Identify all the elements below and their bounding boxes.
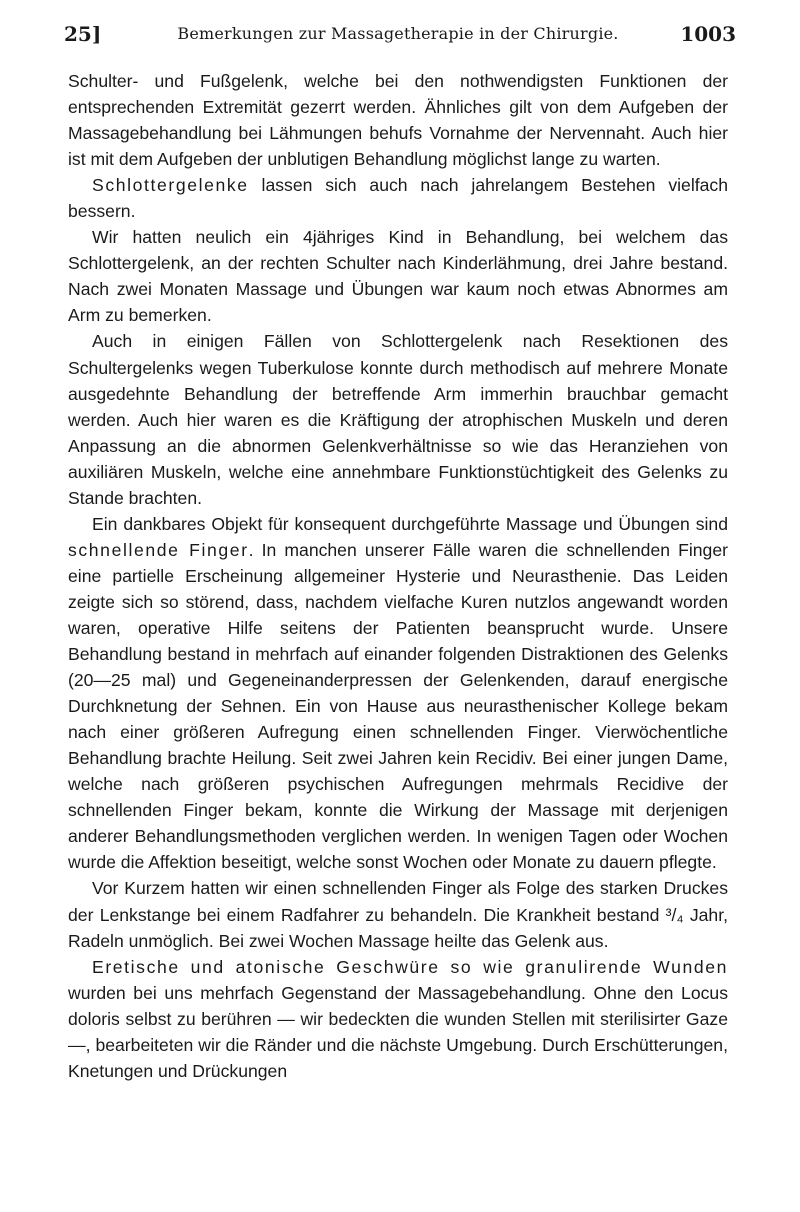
paragraph-text: Vor Kurzem hatten wir einen schnellenden Finger als Folge des starken Druckes der Lenkstange bei einem Radfahrer zu behandeln. Die Krankheit bestand ³/₄ Jahr, Radeln unmöglich. Bei zwei Wochen Massage heilte das Gelenk aus. <box>68 878 728 951</box>
paragraph-schlottergelenke <box>68 172 728 224</box>
chapter-number: 25] <box>64 22 102 46</box>
paragraph-text: Wir hatten neulich ein 4jähriges Kind in Behandlung, bei welchem das Schlottergelenk, an der rechten Schulter nach Kinderlähmung, drei Jahre bestand. Nach zwei Monaten Massage und Übungen war kaum noch etwas Abnormes am Arm zu bemerken. <box>68 227 728 326</box>
body-text <box>68 68 728 1084</box>
paragraph-text: Ein dankbares Objekt für konsequent durchgeführte Massage und Übungen sind <box>92 513 728 534</box>
emphasized-term: schnellende Finger <box>68 539 249 560</box>
paragraph-case-child <box>68 224 728 328</box>
paragraph-resection <box>68 328 728 510</box>
paragraph-geschwuere <box>68 954 728 1084</box>
paragraph-text: Schulter- und Fußgelenk, welche bei den nothwendigsten Funktionen der entsprechenden Extremität gezerrt werden. Ähnliches gilt von dem Aufgeben der Massagebehandlung bei Lähmungen behufs Vornahme der Nervennaht. Auch hier ist mit dem Aufgeben der unblutigen Behandlung möglichst lange zu warten. <box>68 71 728 170</box>
paragraph-text: Auch in einigen Fällen von Schlottergelenk nach Resektionen des Schultergelenks wegen Tuberkulose konnte durch methodisch auf mehrere Monate ausgedehnte Behandlung der betreffende Arm immerhin brauchbar gemacht werden. Auch hier waren es die Kräftigung der atrophischen Muskeln und deren Anpassung an die abnormen Gelenkverhältnisse so wie das Heranziehen von auxiliären Muskeln, welche eine annehmbare Funktionstüchtigkeit des Gelenks zu Stande brachten. <box>68 331 728 508</box>
paragraph-radfahrer <box>68 875 728 953</box>
paragraph-text: . In manchen unserer Fälle waren die schnellenden Finger eine partielle Erscheinung allgemeiner Hysterie und Neurasthenie. Das Leiden zeigte sich so störend, dass, nachdem vielfache Kuren nutzlos angewandt worden waren, operative Hilfe seitens der Patienten beansprucht wurde. Unsere Behandlung bestand in mehrfach auf einander folgenden Distraktionen des Gelenks (20—25 mal) und Gegeneinanderpressen der Gelenkenden, darauf energische Durchknetung der Sehnen. Ein von Hause aus neurasthenischer Kollege bekam nach einer größeren Aufregung einen schnellenden Finger. Vierwöchentliche Behandlung brachte Heilung. Seit zwei Jahren kein Recidiv. Bei einer jungen Dame, welche nach größeren psychischen Aufregungen mehrmals Recidive der schnellenden Finger bekam, konnte die Wirkung der Massage mit derjenigen anderer Behandlungsmethoden verglichen werden. In wenigen Tagen oder Wochen wurde die Affektion beseitigt, welche sonst Wochen oder Monate zu dauern pflegte. <box>68 539 728 873</box>
emphasized-term: Schlottergelenke <box>92 175 249 196</box>
running-title: Bemerkungen zur Massagetherapie in der Chirurgie. <box>177 24 619 43</box>
paragraph-schnellende-finger <box>68 511 728 876</box>
running-head <box>64 20 736 54</box>
page-number: 1003 <box>680 22 736 46</box>
paragraph-continuation <box>68 68 728 172</box>
emphasized-term: Eretische und atonische Geschwüre so wie granulirende Wunden <box>92 956 728 977</box>
paragraph-text: wurden bei uns mehrfach Gegenstand der Massagebehandlung. Ohne den Locus doloris selbst zu berühren — wir bedeckten die wunden Stellen mit sterilisirter Gaze —, bearbeiteten wir die Ränder und die nächste Umgebung. Durch Erschütterungen, Knetungen und Drückungen <box>68 982 728 1081</box>
book-page <box>64 20 736 1084</box>
paragraph-text: lassen sich auch nach jahrelangem Bestehen vielfach bessern. <box>68 175 728 222</box>
